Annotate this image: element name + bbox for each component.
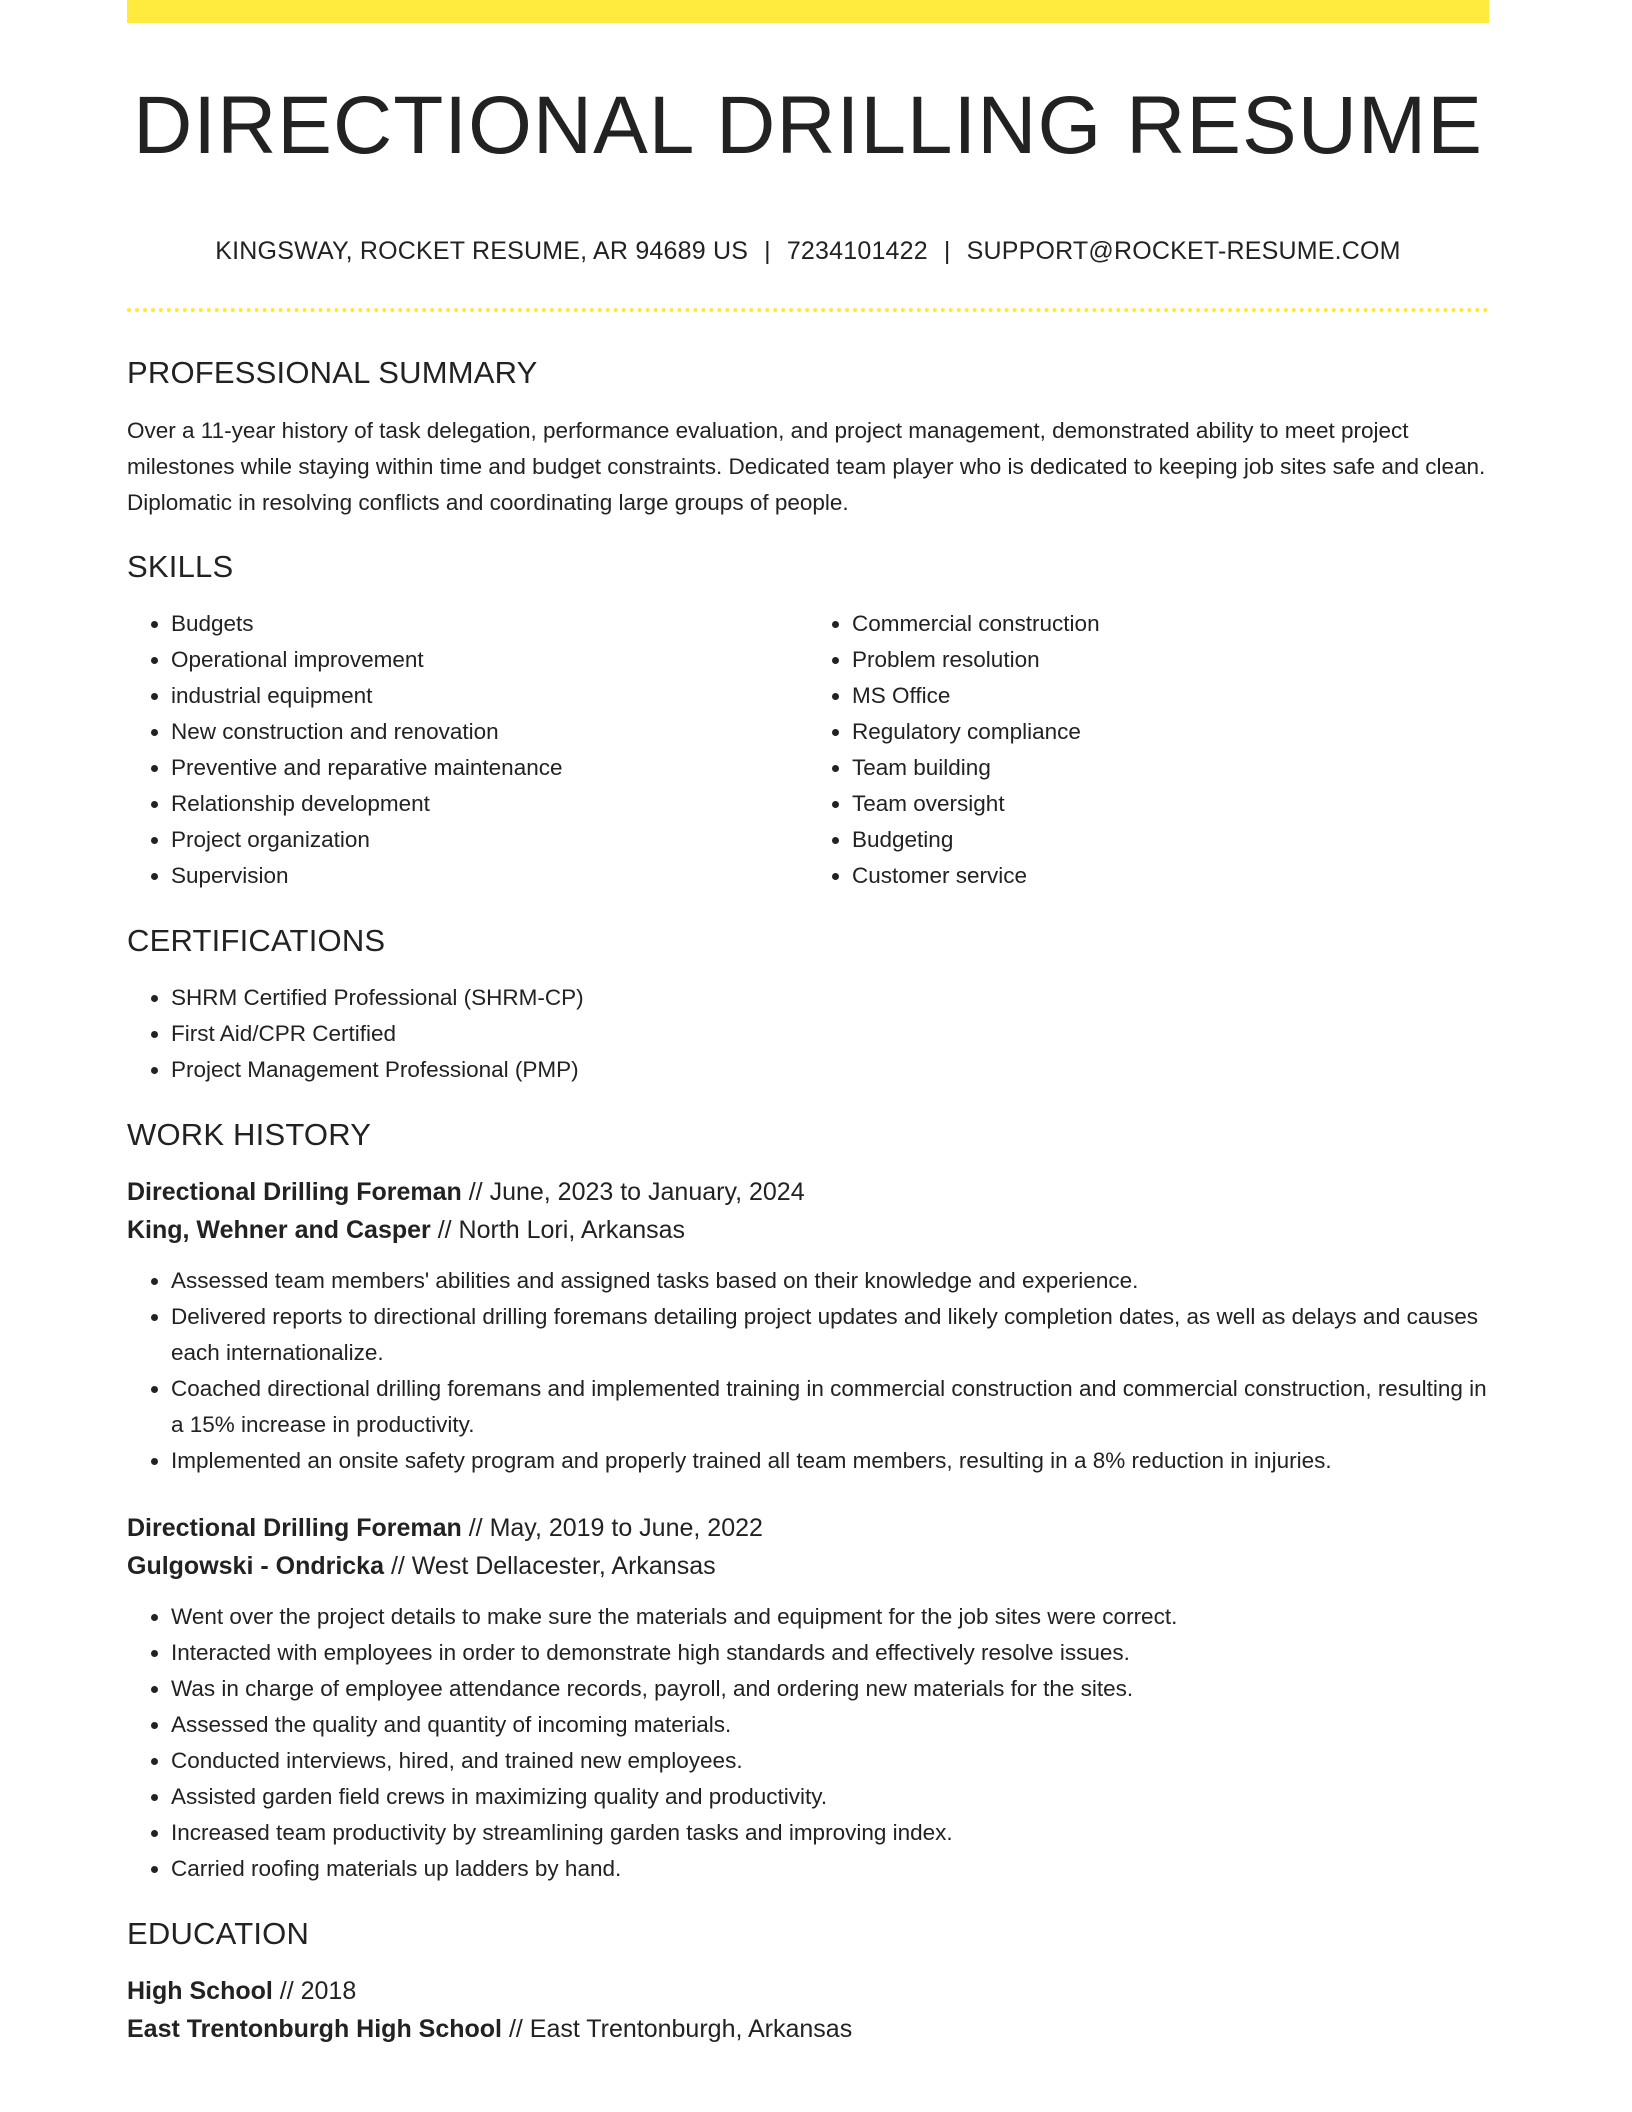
certification-item: • Project Management Professional (PMP) (171, 1052, 1489, 1088)
job-bullet: • Was in charge of employee attendance records, payroll, and ordering new materials for the sites. (171, 1671, 1489, 1707)
job-bullet: • Assessed the quality and quantity of incoming materials. (171, 1707, 1489, 1743)
contact-separator: | (943, 237, 951, 265)
job-bullet: • Interacted with employees in order to demonstrate high standards and effectively resolve issues. (171, 1635, 1489, 1671)
contact-separator: | (764, 237, 771, 265)
skill-item: • Relationship development (171, 786, 808, 822)
skill-item: • Budgets (171, 606, 808, 642)
education-degree: High School (127, 1977, 273, 2005)
education-year: // 2018 (272, 1977, 357, 2005)
job-title-line (127, 1173, 1489, 1211)
job-bullets (127, 1263, 1489, 1479)
job-bullet: • Conducted interviews, hired, and trained new employees. (171, 1743, 1489, 1779)
skills-grid (127, 606, 1489, 894)
job-bullet: • Implemented an onsite safety program and properly trained all team members, resulting in a 8% reduction in injuries. (171, 1443, 1489, 1479)
job-dates: // May, 2019 to June, 2022 (461, 1514, 763, 1542)
job-entry (127, 1173, 1489, 1479)
job-location: // North Lori, Arkansas (430, 1216, 686, 1244)
work-history-heading: WORK HISTORY (127, 1117, 372, 1152)
job-bullet: • Coached directional drilling foremans and implemented training in commercial construction and commercial construction, resulting in a 15% increase in productivity. (171, 1371, 1489, 1443)
job-company-line (127, 1547, 1489, 1585)
skill-item: • Customer service (852, 858, 1489, 894)
certifications-list (127, 980, 1489, 1088)
education-location: // East Trentonburgh, Arkansas (502, 2015, 853, 2043)
job-bullet: • Assessed team members' abilities and assigned tasks based on their knowledge and experience. (171, 1263, 1489, 1299)
contact-address: KINGSWAY, ROCKET RESUME, AR 94689 US (215, 237, 749, 265)
education-school: East Trentonburgh High School (127, 2015, 502, 2043)
certification-item: • First Aid/CPR Certified (171, 1016, 1489, 1052)
job-entry (127, 1509, 1489, 1887)
skill-item: • Preventive and reparative maintenance (171, 750, 808, 786)
contact-phone: 7234101422 (786, 237, 928, 265)
skill-item: • Project organization (171, 822, 808, 858)
skills-list-left (127, 606, 808, 894)
job-company: Gulgowski - Ondricka (127, 1552, 384, 1580)
certifications-heading: CERTIFICATIONS (127, 923, 386, 958)
job-location: // West Dellacester, Arkansas (384, 1552, 716, 1580)
job-bullets (127, 1599, 1489, 1887)
resume-page (127, 0, 1489, 2048)
skill-item: • Commercial construction (852, 606, 1489, 642)
skill-item: • Problem resolution (852, 642, 1489, 678)
contact-email[interactable]: SUPPORT@ROCKET-RESUME.COM (966, 237, 1401, 265)
skills-list-right (808, 606, 1489, 894)
job-bullet: • Delivered reports to directional drilling foremans detailing project updates and likely completion dates, as well as delays and causes each internationalize. (171, 1299, 1489, 1371)
skill-item: • Team building (852, 750, 1489, 786)
skill-item: • MS Office (852, 678, 1489, 714)
skill-item: • industrial equipment (171, 678, 808, 714)
job-role: Directional Drilling Foreman (127, 1178, 462, 1206)
summary-text: Over a 11-year history of task delegation, performance evaluation, and project management, demonstrated ability to meet project milestones while staying within time and budget constraints. Dedicated team player who is dedicated to keeping job sites safe and clean. Diplomatic in resolving conflicts and coordinating large groups of people. (127, 418, 1486, 515)
summary-heading: PROFESSIONAL SUMMARY (127, 355, 538, 390)
education-heading: EDUCATION (127, 1916, 310, 1951)
skill-item: • Operational improvement (171, 642, 808, 678)
job-company: King, Wehner and Casper (127, 1216, 431, 1244)
header-divider (127, 308, 1489, 312)
education-entry (127, 1972, 1489, 2048)
job-role: Directional Drilling Foreman (127, 1514, 462, 1542)
education-degree-line (127, 1972, 1489, 2010)
job-company-line (127, 1211, 1489, 1249)
accent-bar (127, 0, 1489, 23)
job-dates: // June, 2023 to January, 2024 (461, 1178, 805, 1206)
job-bullet: • Increased team productivity by streamlining garden tasks and improving index. (171, 1815, 1489, 1851)
education-school-line (127, 2010, 1489, 2048)
skill-item: • Supervision (171, 858, 808, 894)
job-bullet: • Went over the project details to make sure the materials and equipment for the job sites were correct. (171, 1599, 1489, 1635)
job-title-line (127, 1509, 1489, 1547)
job-bullet: • Carried roofing materials up ladders by hand. (171, 1851, 1489, 1887)
skill-item: • Team oversight (852, 786, 1489, 822)
skill-item: • New construction and renovation (171, 714, 808, 750)
job-bullet: • Assisted garden field crews in maximizing quality and productivity. (171, 1779, 1489, 1815)
skills-heading: SKILLS (127, 549, 234, 584)
skill-item: • Regulatory compliance (852, 714, 1489, 750)
contact-line (127, 237, 1489, 266)
certification-item: • SHRM Certified Professional (SHRM-CP) (171, 980, 1489, 1016)
resume-title: DIRECTIONAL DRILLING RESUME (133, 80, 1483, 171)
skill-item: • Budgeting (852, 822, 1489, 858)
